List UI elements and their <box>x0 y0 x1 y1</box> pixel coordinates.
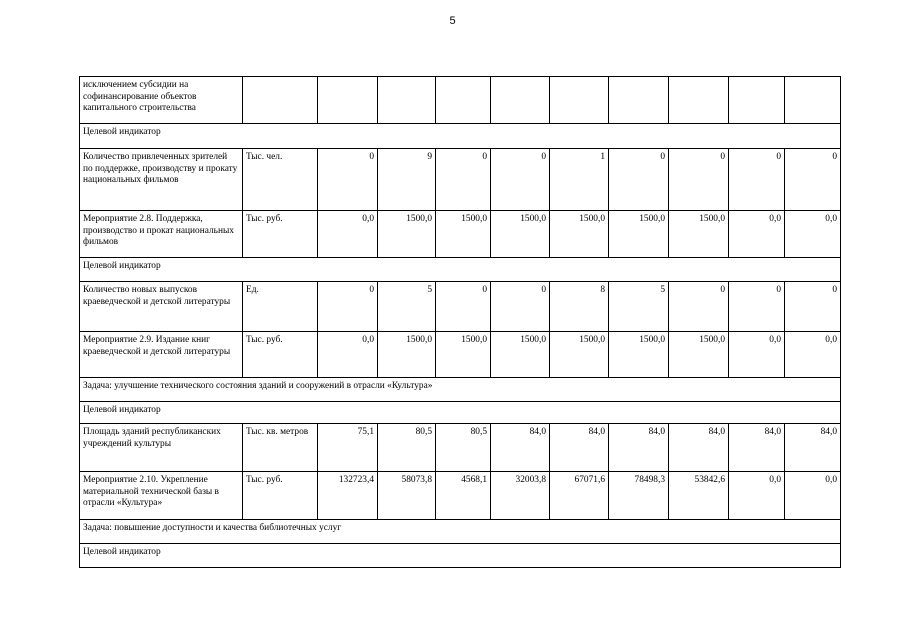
value-cell <box>436 77 491 124</box>
value-cell: 75,1 <box>318 424 378 472</box>
value-cell: 0,0 <box>318 332 378 378</box>
value-cell: 0,0 <box>318 211 378 258</box>
value-cell: 0 <box>491 282 550 332</box>
value-cell: 0 <box>318 282 378 332</box>
row-name-cell: Мероприятие 2.8. Поддержка, производство и прокат национальных фильмов <box>80 211 243 258</box>
value-cell: 1500,0 <box>491 211 550 258</box>
value-cell: 80,5 <box>378 424 436 472</box>
value-cell: 0,0 <box>729 472 785 520</box>
value-cell: 4568,1 <box>436 472 491 520</box>
row-name-cell: Мероприятие 2.9. Издание книг краеведческой и детской литературы <box>80 332 243 378</box>
unit-cell <box>243 77 318 124</box>
value-cell <box>729 77 785 124</box>
row-name-cell: Площадь зданий республиканских учреждений культуры <box>80 424 243 472</box>
value-cell: 1500,0 <box>669 332 729 378</box>
value-cell: 1 <box>550 149 609 211</box>
value-cell: 84,0 <box>609 424 669 472</box>
value-cell: 1500,0 <box>609 211 669 258</box>
value-cell <box>669 77 729 124</box>
value-cell: 78498,3 <box>609 472 669 520</box>
value-cell <box>609 77 669 124</box>
value-cell <box>491 77 550 124</box>
value-cell: 132723,4 <box>318 472 378 520</box>
row-name-cell: Мероприятие 2.10. Укрепление материальной технической базы в отрасли «Культура» <box>80 472 243 520</box>
section-title: Целевой индикатор <box>80 258 841 282</box>
value-cell: 0 <box>491 149 550 211</box>
value-cell: 0 <box>785 282 841 332</box>
section-row <box>80 124 841 149</box>
section-title: Целевой индикатор <box>80 124 841 149</box>
value-cell: 0,0 <box>729 332 785 378</box>
row-name-cell: Количество новых выпусков краеведческой и детской литературы <box>80 282 243 332</box>
table-row <box>80 282 841 332</box>
value-cell: 1500,0 <box>378 211 436 258</box>
table-row <box>80 211 841 258</box>
value-cell: 0 <box>436 282 491 332</box>
value-cell: 0 <box>318 149 378 211</box>
value-cell: 0,0 <box>785 211 841 258</box>
value-cell: 0 <box>669 282 729 332</box>
section-row <box>80 258 841 282</box>
value-cell: 0 <box>436 149 491 211</box>
value-cell: 58073,8 <box>378 472 436 520</box>
value-cell: 1500,0 <box>550 211 609 258</box>
value-cell: 0 <box>609 149 669 211</box>
unit-cell: Тыс. руб. <box>243 211 318 258</box>
row-name-cell: исключением субсидии на софинансирование объектов капитального строительства <box>80 77 243 124</box>
table-row <box>80 472 841 520</box>
section-title: Задача: улучшение технического состояния зданий и сооружений в отрасли «Культура» <box>80 378 841 402</box>
value-cell: 5 <box>378 282 436 332</box>
value-cell <box>550 77 609 124</box>
value-cell: 5 <box>609 282 669 332</box>
value-cell: 9 <box>378 149 436 211</box>
value-cell: 32003,8 <box>491 472 550 520</box>
value-cell: 1500,0 <box>669 211 729 258</box>
table-row <box>80 77 841 124</box>
page-number: 5 <box>449 15 456 27</box>
value-cell: 0 <box>729 282 785 332</box>
value-cell: 53842,6 <box>669 472 729 520</box>
unit-cell: Тыс. кв. метров <box>243 424 318 472</box>
section-row <box>80 402 841 424</box>
value-cell: 1500,0 <box>436 211 491 258</box>
section-row <box>80 520 841 544</box>
value-cell <box>318 77 378 124</box>
section-row <box>80 544 841 568</box>
value-cell: 84,0 <box>729 424 785 472</box>
value-cell: 84,0 <box>669 424 729 472</box>
value-cell: 1500,0 <box>491 332 550 378</box>
value-cell: 0 <box>669 149 729 211</box>
unit-cell: Тыс. руб. <box>243 472 318 520</box>
value-cell: 0,0 <box>785 332 841 378</box>
value-cell <box>785 77 841 124</box>
section-title: Задача: повышение доступности и качества библиотечных услуг <box>80 520 841 544</box>
table-row <box>80 332 841 378</box>
value-cell: 67071,6 <box>550 472 609 520</box>
value-cell: 84,0 <box>491 424 550 472</box>
value-cell: 0 <box>785 149 841 211</box>
value-cell: 80,5 <box>436 424 491 472</box>
value-cell: 1500,0 <box>436 332 491 378</box>
unit-cell: Ед. <box>243 282 318 332</box>
value-cell <box>378 77 436 124</box>
row-name-cell: Количество привлеченных зрителей по поддержке, производству и прокату национальных фильмов <box>80 149 243 211</box>
unit-cell: Тыс. руб. <box>243 332 318 378</box>
section-title: Целевой индикатор <box>80 402 841 424</box>
value-cell: 84,0 <box>550 424 609 472</box>
section-title: Целевой индикатор <box>80 544 841 568</box>
section-row <box>80 378 841 402</box>
unit-cell: Тыс. чел. <box>243 149 318 211</box>
value-cell: 0,0 <box>729 211 785 258</box>
value-cell: 1500,0 <box>378 332 436 378</box>
value-cell: 0 <box>729 149 785 211</box>
value-cell: 1500,0 <box>550 332 609 378</box>
value-cell: 0,0 <box>785 472 841 520</box>
value-cell: 84,0 <box>785 424 841 472</box>
indicators-table <box>79 76 841 568</box>
table-row <box>80 424 841 472</box>
value-cell: 1500,0 <box>609 332 669 378</box>
table-row <box>80 149 841 211</box>
value-cell: 8 <box>550 282 609 332</box>
